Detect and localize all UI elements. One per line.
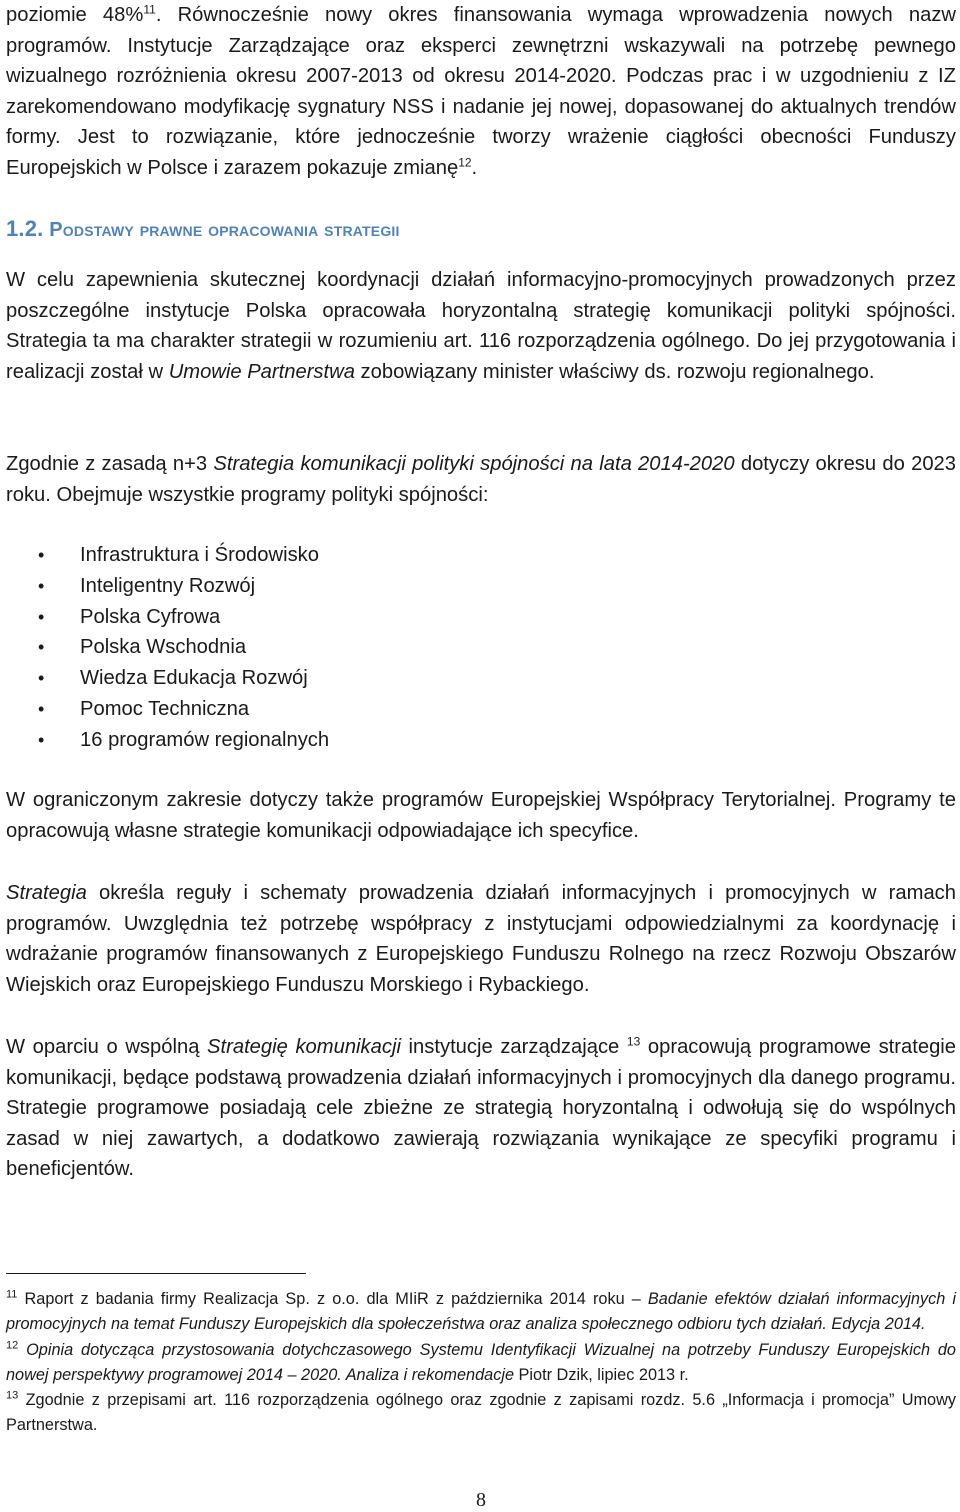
italic-text: Umowie Partnerstwa <box>168 360 355 383</box>
section-heading <box>6 214 400 245</box>
list-item-label: Inteligentny Rozwój <box>80 574 256 597</box>
paragraph-podstawy <box>6 265 956 387</box>
paragraph-sygnatura <box>6 0 956 184</box>
list-item <box>6 694 329 725</box>
text-span: poziomie 48% <box>6 4 144 26</box>
list-item <box>6 602 329 633</box>
footnote-13 <box>6 1388 956 1439</box>
paragraph-zasada-n3 <box>6 449 956 510</box>
section-number: 1.2. <box>6 216 44 241</box>
italic-text: Badanie efektów działań informacyjnych i promocyjnych na temat Funduszy Europejskich dla społeczeństwa oraz analiza społecznego odbioru tych działań. Edycja 2014. <box>6 1290 956 1334</box>
italic-text: Strategia komunikacji polityki spójności na lata 2014-2020 <box>213 453 735 475</box>
italic-text: Strategię komunikacji <box>207 1036 401 1058</box>
paragraph-strategie-programowe <box>6 1032 956 1185</box>
text-span: W oparciu o wspólną <box>6 1036 208 1058</box>
text-span: opracowują programowe strategie komunikacji, będące podstawą prowadzenia działań informacyjnych i promocyjnych dla danego programu. Strategie programowe posiadają cele zbieżne ze strategią horyzontalną i odwołują się do wspólnych zasad w niej zawartych, a dodatkowo zawierają rozwiązania wynikające ze specyfiki programu i beneficjentów. <box>6 1036 957 1181</box>
programs-list <box>6 540 329 756</box>
bullet-icon: • <box>38 637 45 658</box>
list-item-label: Polska Wschodnia <box>80 636 247 659</box>
footnote-ref-12[interactable]: 12 <box>458 155 472 170</box>
text-span: określa reguły i schematy prowadzenia działań informacyjnych i promocyjnych w ramach programów. Uwzględnia też potrzebę współpracy z instytucjami odpowiedzialnymi za koordynację i wdrażanie programów finansowanych z Europejskiego Funduszu Rolnego na rzecz Rozwoju Obszarów Wiejskich oraz Europejskiego Funduszu Morskiego i Rybackiego. <box>6 882 956 996</box>
text-span: W celu zapewnienia skutecznej koordynacji działań informacyjno-promocyjnych prowadzonych przez poszczególne instytucje Polska opracowała horyzontalną strategię komunikacji polityki spójności. Strategia ta ma charakter strategii w rozumieniu art. 116 rozporządzenia ogólnego. Do jej przygotowania i realizacji został w <box>6 269 956 383</box>
footnote-number: 12 <box>6 1339 19 1352</box>
text-span: Piotr Dzik, lipiec 2013 r. <box>514 1365 689 1384</box>
footnote-number: 11 <box>6 1288 18 1301</box>
list-item <box>6 725 329 756</box>
text-span: Zgodnie z przepisami art. 116 rozporządzenia ogólnego oraz zgodnie z zapisami rozdz. 5.6 „Informacja i promocja” Umowy Partnerstwa. <box>6 1391 956 1435</box>
text-span: . <box>471 156 478 179</box>
list-item-label: Pomoc Techniczna <box>80 697 250 720</box>
bullet-icon: • <box>38 575 45 596</box>
list-item-label: Wiedza Edukacja Rozwój <box>80 667 308 690</box>
paragraph-ewt: W ograniczonym zakresie dotyczy także programów Europejskiej Współpracy Terytorialnej. Programy te opracowują własne strategie komunikacji odpowiadające ich specyfice. <box>6 789 956 842</box>
list-item <box>6 571 329 602</box>
footnote-ref-13[interactable]: 13 <box>626 1034 641 1049</box>
list-item-label: 16 programów regionalnych <box>80 728 330 751</box>
paragraph-strategia-regul <box>6 878 956 1000</box>
text-span: instytucje zarządzające <box>400 1036 627 1058</box>
text-span: . Równocześnie nowy okres finansowania wymaga wprowadzenia nowych nazw programów. Instytucje Zarządzające oraz eksperci zewnętrzni wskazywali na potrzebę pewnego wizualnego rozróżnienia okresu 2007-2013 od okresu 2014-2020. Podczas prac i w uzgodnieniu z IZ zarekomendowano modyfikację sygnatury NSS i nadanie jej nowej, dopasowanej do aktualnych trendów formy. Jest to rozwiązanie, które jednocześnie tworzy wrażenie ciągłości obecności Funduszy Europejskich w Polsce i zarazem pokazuje zmianę <box>6 4 956 179</box>
footnote-12 <box>6 1338 956 1389</box>
text-span: dotyczy okresu do 2023 roku. Obejmuje wszystkie programy polityki spójności: <box>6 453 956 506</box>
bullet-icon: • <box>38 698 45 719</box>
document-page <box>6 0 956 1512</box>
text-span: Zgodnie z zasadą n+3 <box>6 453 214 475</box>
footnote-separator <box>6 1273 306 1274</box>
list-item-label: Polska Cyfrowa <box>80 605 221 628</box>
footnotes <box>6 1287 956 1439</box>
page-number: 8 <box>476 1489 486 1511</box>
footnote-number: 13 <box>6 1389 19 1402</box>
list-item <box>6 540 329 571</box>
list-item <box>6 663 329 694</box>
list-item <box>6 632 329 663</box>
bullet-icon: • <box>38 729 45 750</box>
bullet-icon: • <box>38 668 45 689</box>
footnote-11 <box>6 1287 956 1338</box>
footnote-ref-11[interactable]: 11 <box>143 2 156 17</box>
bullet-icon: • <box>38 606 45 627</box>
italic-text: Strategia <box>6 882 87 904</box>
bullet-icon: • <box>38 545 45 565</box>
italic-text: Opinia dotycząca przystosowania dotychczasowego Systemu Identyfikacji Wizualnej na potrzeby Funduszy Europejskich do nowej perspektywy programowej 2014 – 2020. Analiza i rekomendacje <box>6 1340 956 1384</box>
list-item-label: Infrastruktura i Środowisko <box>80 544 319 566</box>
section-title: Podstawy prawne opracowania strategii <box>49 219 400 241</box>
text-span: zobowiązany minister właściwy ds. rozwoju regionalnego. <box>354 360 875 383</box>
text-span: Raport z badania firmy Realizacja Sp. z o.o. dla MIiR z października 2014 roku – <box>17 1290 648 1308</box>
